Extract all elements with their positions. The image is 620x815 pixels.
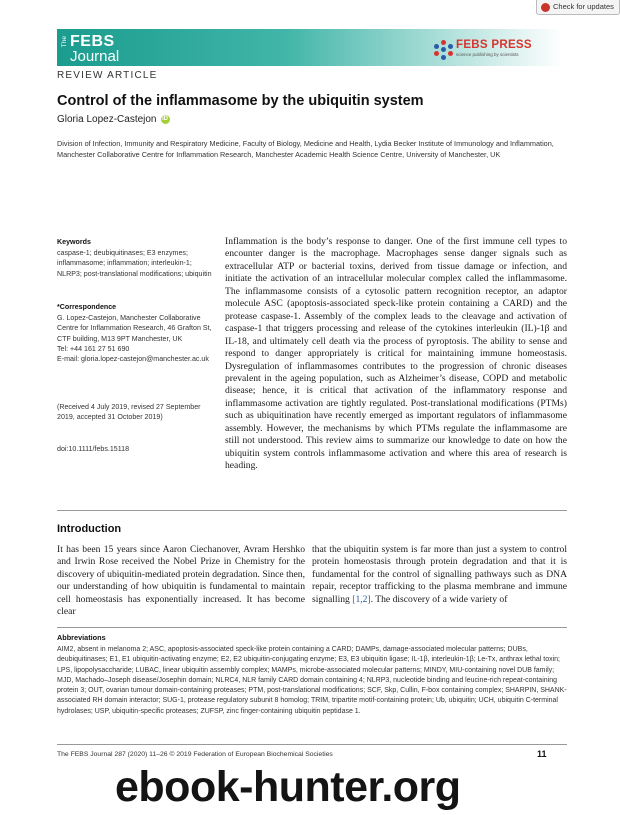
abbreviations-text: AIM2, absent in melanoma 2; ASC, apoptosis-associated speck-like protein containing a CARD; DAMPs, damage-associated molecular patterns; DUBs, deubiquitinases; E1, E1 ubiquitin-activating enzyme; E2, E2 ubiquitin-conjugating enzyme; E3, E3 ubiquitin ligase; IL-1β, interleukin-1β; Le-Tx, anthrax lethal toxin; LPS, lipopolysaccharide; LUBAC, linear ubiquitin assembly complex; MAMPs, microbe-associated molecular patterns; MINDY, MIU-containing novel DUB family; MJD, Machado–Joseph disease/Josephin domain; NLRC4, NLR family CARD domain containing 4; NLRP3, nucleotide binding and leucine-rich repeat-containing protein 3; OUT, ovarian tumour domain-containing proteases; PTM, post-translational modifications; SCF, Skp, Cullin, F-box containing complex; SHARPIN, SHANK-associated RH domain interactor; SUG-1, protease regulatory subunit 8 homolog; TRIM, tripartite motif-containing protein; Ub, ubiquitin; UCH, ubiquitin C-terminal hydrolases; USP, ubiquitin-specific proteases; ZUFSP, zinc finger-containing ubiquitin peptidase 1. (57, 646, 567, 715)
page-number: 11 (537, 749, 547, 759)
febs-press-logo (434, 38, 554, 62)
footer-citation: The FEBS Journal 287 (2020) 11–26 © 2019 Federation of European Biochemical Societies (57, 751, 333, 758)
intro-column-1: It has been 15 years since Aaron Ciechanover, Avram Hershko and Irwin Rose received the Nobel Prize in Chemistry for the discovery of ubiquitin-mediated protein degradation. Since then, our understanding of how ubiquitin is fundamental to maintain cell homeostasis has exponentially increased. It has become clear (57, 544, 305, 618)
correspondence-tel: Tel: +44 161 27 51 690 (57, 344, 130, 353)
citation-link[interactable]: [1,2] (352, 593, 371, 605)
keywords-block (57, 237, 215, 279)
intro-column-2 (312, 544, 567, 606)
logo-febs: FEBS (70, 33, 115, 50)
check-updates-icon (541, 3, 550, 12)
doi[interactable]: doi:10.1111/febs.15118 (57, 445, 130, 453)
press-name: FEBS PRESS (456, 39, 532, 51)
watermark: ebook-hunter.org (115, 763, 461, 811)
abstract: Inflammation is the body’s response to danger. One of the first immune cell types to encounter danger is the macrophage. Macrophages sense danger signals such as extracellular ATP or bacterial toxins, derived from tissue damage or infection, and initiate the activation of an intracellular molecular complex called the inflammasome. The inflammasome consists of a cytosolic pattern recognition receptor, an adaptor molecule ASC (apoptosis-associated speck-like protein containing a CARD) and the protease caspase-1. Assembly of the complex leads to the cleavage and activation of caspase-1 that triggers processing and release of the cytokines interleukin (IL)-1β and IL-18, and ultimately cell death via the process of pyroptosis. The ability to sense and respond to danger appropriately is critical for maintaining immune homeostasis. Dysregulation of inflammasomes contributes to the progression of chronic diseases prevalent in the ageing population, such as Alzheimer’s disease, COPD and metabolic disease; hence, it is critical that activation of the inflammatory response and inflammasome activation are tightly regulated. Post-translational modifications (PTMs) such as ubiquitination have recently emerged as important regulators of inflammasome assembly. However, the mechanisms by which PTMs regulate the inflammasome are still not understood. This review aims to summarize our knowledge to date on how the ubiquitin system controls inflammasome activation and where this area of research is heading. (225, 236, 567, 472)
introduction-heading: Introduction (57, 523, 122, 535)
check-updates-label: Check for updates (553, 2, 614, 11)
correspondence-heading: *Correspondence (57, 303, 117, 311)
intro-col2-tail: . The discovery of a wide variety of (370, 593, 508, 605)
press-tagline: science publishing by scientists (456, 52, 519, 57)
intro-col2-text: that the ubiquitin system is far more than just a system to control protein homeostasis through protein degradation and that it is fundamental for the control of signalling pathways such as DNA repair, receptor trafficking to the plasma membrane and immune signalling (312, 544, 567, 605)
febs-press-dots-icon (434, 40, 454, 60)
correspondence-block (57, 302, 215, 364)
orcid-icon[interactable]: iD (162, 115, 168, 122)
correspondence-email[interactable]: E-mail: gloria.lopez-castejon@manchester.ac.uk (57, 355, 209, 364)
keywords-text: caspase-1; deubiquitinases; E3 enzymes; inflammasome; inflammation; interleukin-1; NLRP3; post-translational modifications; ubiquitin (57, 249, 212, 278)
correspondence-address: G. Lopez-Castejon, Manchester Collaborative Centre for Inflammation Research, 46 Grafton St, CTF building, M13 9PT Manchester, UK (57, 314, 212, 343)
article-type: REVIEW ARTICLE (57, 70, 158, 81)
check-for-updates-badge[interactable] (536, 0, 620, 15)
abbreviations-heading: Abbreviations (57, 633, 106, 642)
divider (57, 744, 567, 745)
logo-journal: Journal (70, 48, 120, 65)
divider (57, 627, 567, 628)
logo-the: The (61, 36, 68, 48)
divider (57, 510, 567, 511)
keywords-heading: Keywords (57, 238, 91, 246)
affiliation: Division of Infection, Immunity and Respiratory Medicine, Faculty of Biology, Medicine and Health, Lydia Becker Institute of Immunology and Inflammation, Manchester Collaborative Centre for Inflammation Research, Manchester Academic Health Science Centre, University of Manchester, UK (57, 139, 554, 160)
author-name: Gloria Lopez-Castejon (57, 114, 157, 125)
article-title: Control of the inflammasome by the ubiquitin system (57, 93, 424, 109)
received-dates: (Received 4 July 2019, revised 27 September 2019, accepted 31 October 2019) (57, 403, 201, 422)
author-line (57, 114, 170, 125)
